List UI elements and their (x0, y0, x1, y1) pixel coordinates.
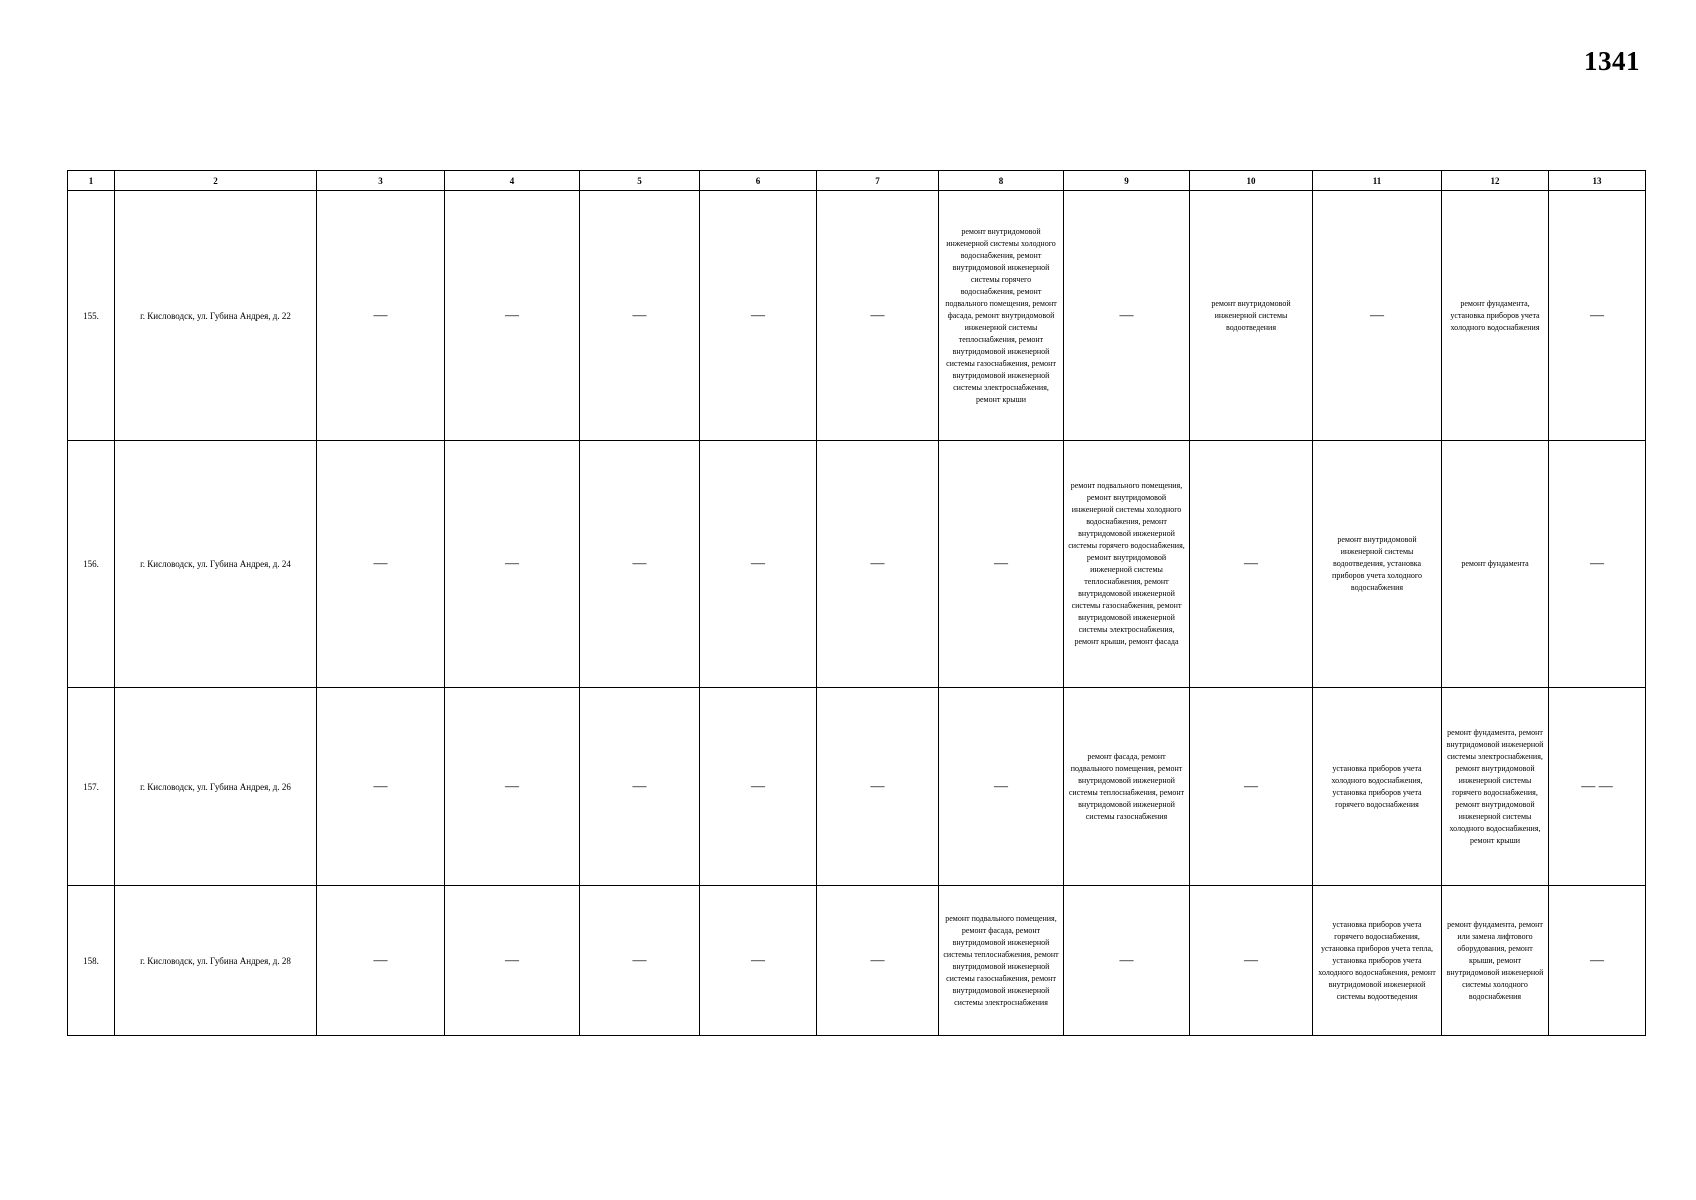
table-cell: — (700, 191, 817, 441)
table-row (68, 688, 1646, 886)
table-cell: — (1190, 441, 1313, 688)
address-cell: г. Кисловодск, ул. Губина Андрея, д. 26 (115, 688, 317, 886)
column-header: 7 (817, 171, 939, 191)
row-number: 155. (68, 191, 115, 441)
table-cell: ремонт внутридомовой инженерной системы холодного водоснабжения, ремонт внутридомовой инженерной системы горячего водоснабжения, ремонт подвального помещения, ремонт фасада, ремонт внутридомовой инженерной системы теплоснабжения, ремонт внутридомовой инженерной системы газоснабжения, ремонт внутридомовой инженерной системы электроснабжения, ремонт крыши (939, 191, 1064, 441)
table-cell: ремонт фундамента, ремонт или замена лифтового оборудования, ремонт крыши, ремонт внутридомовой инженерной системы холодного водоснабжения (1442, 886, 1549, 1036)
table-cell: — (580, 191, 700, 441)
address-cell: г. Кисловодск, ул. Губина Андрея, д. 22 (115, 191, 317, 441)
column-header: 3 (317, 171, 445, 191)
table-row (68, 886, 1646, 1036)
column-header: 5 (580, 171, 700, 191)
table-cell: — (580, 441, 700, 688)
works-table (67, 170, 1646, 1036)
table-cell: ремонт фундамента (1442, 441, 1549, 688)
page-number: 1341 (1584, 46, 1640, 76)
column-header: 6 (700, 171, 817, 191)
row-number: 157. (68, 688, 115, 886)
table-cell: — (317, 886, 445, 1036)
column-header: 11 (1313, 171, 1442, 191)
row-number: 156. (68, 441, 115, 688)
column-header: 9 (1064, 171, 1190, 191)
column-header: 8 (939, 171, 1064, 191)
table-cell: — (817, 886, 939, 1036)
table-cell: ремонт подвального помещения, ремонт внутридомовой инженерной системы холодного водоснабжения, ремонт внутридомовой инженерной системы горячего водоснабжения, ремонт внутридомовой инженерной системы теплоснабжения, ремонт внутридомовой инженерной системы газоснабжения, ремонт внутридомовой инженерной системы электроснабжения, ремонт крыши, ремонт фасада (1064, 441, 1190, 688)
column-header: 12 (1442, 171, 1549, 191)
table-cell: ремонт фундамента, ремонт внутридомовой инженерной системы электроснабжения, ремонт внутридомовой инженерной системы горячего водоснабжения, ремонт внутридомовой инженерной системы холодного водоснабжения, ремонт крыши (1442, 688, 1549, 886)
table-cell: — (939, 688, 1064, 886)
table-cell: установка приборов учета горячего водоснабжения, установка приборов учета тепла, установка приборов учета холодного водоснабжения, ремонт внутридомовой инженерной системы водоотведения (1313, 886, 1442, 1036)
row-number: 158. (68, 886, 115, 1036)
table-cell: — (1549, 441, 1646, 688)
table-cell: — (700, 441, 817, 688)
table-cell: ремонт фасада, ремонт подвального помещения, ремонт внутридомовой инженерной системы теплоснабжения, ремонт внутридомовой инженерной системы газоснабжения (1064, 688, 1190, 886)
table-cell: — (1190, 886, 1313, 1036)
table-cell: — (1549, 886, 1646, 1036)
column-header: 1 (68, 171, 115, 191)
column-header: 2 (115, 171, 317, 191)
table-cell: — (817, 441, 939, 688)
table-cell: — (317, 191, 445, 441)
table-cell: — (700, 886, 817, 1036)
table-cell: ремонт фундамента, установка приборов учета холодного водоснабжения (1442, 191, 1549, 441)
table-cell: — (817, 191, 939, 441)
table-cell: — (817, 688, 939, 886)
table-cell: — (1313, 191, 1442, 441)
table-cell: ремонт внутридомовой инженерной системы водоотведения (1190, 191, 1313, 441)
table-cell: — (580, 688, 700, 886)
table-cell: — (445, 886, 580, 1036)
column-header: 13 (1549, 171, 1646, 191)
table-cell: — (1064, 191, 1190, 441)
table-cell: — (445, 191, 580, 441)
address-cell: г. Кисловодск, ул. Губина Андрея, д. 28 (115, 886, 317, 1036)
table-row (68, 191, 1646, 441)
table-cell: ремонт внутридомовой инженерной системы водоотведения, установка приборов учета холодного водоснабжения (1313, 441, 1442, 688)
table-row (68, 441, 1646, 688)
address-cell: г. Кисловодск, ул. Губина Андрея, д. 24 (115, 441, 317, 688)
table-cell: — (580, 886, 700, 1036)
column-header: 10 (1190, 171, 1313, 191)
table-cell: — (445, 688, 580, 886)
table-cell: — (939, 441, 1064, 688)
table-cell: — (1190, 688, 1313, 886)
column-header: 4 (445, 171, 580, 191)
table-cell: — (445, 441, 580, 688)
table-cell: — (1549, 191, 1646, 441)
table-cell: — — (1549, 688, 1646, 886)
table-cell: установка приборов учета холодного водоснабжения, установка приборов учета горячего водоснабжения (1313, 688, 1442, 886)
table-cell: — (700, 688, 817, 886)
table-cell: ремонт подвального помещения, ремонт фасада, ремонт внутридомовой инженерной системы теплоснабжения, ремонт внутридомовой инженерной системы газоснабжения, ремонт внутридомовой инженерной системы электроснабжения (939, 886, 1064, 1036)
table-cell: — (1064, 886, 1190, 1036)
table-cell: — (317, 441, 445, 688)
table-cell: — (317, 688, 445, 886)
header-row (68, 171, 1646, 191)
